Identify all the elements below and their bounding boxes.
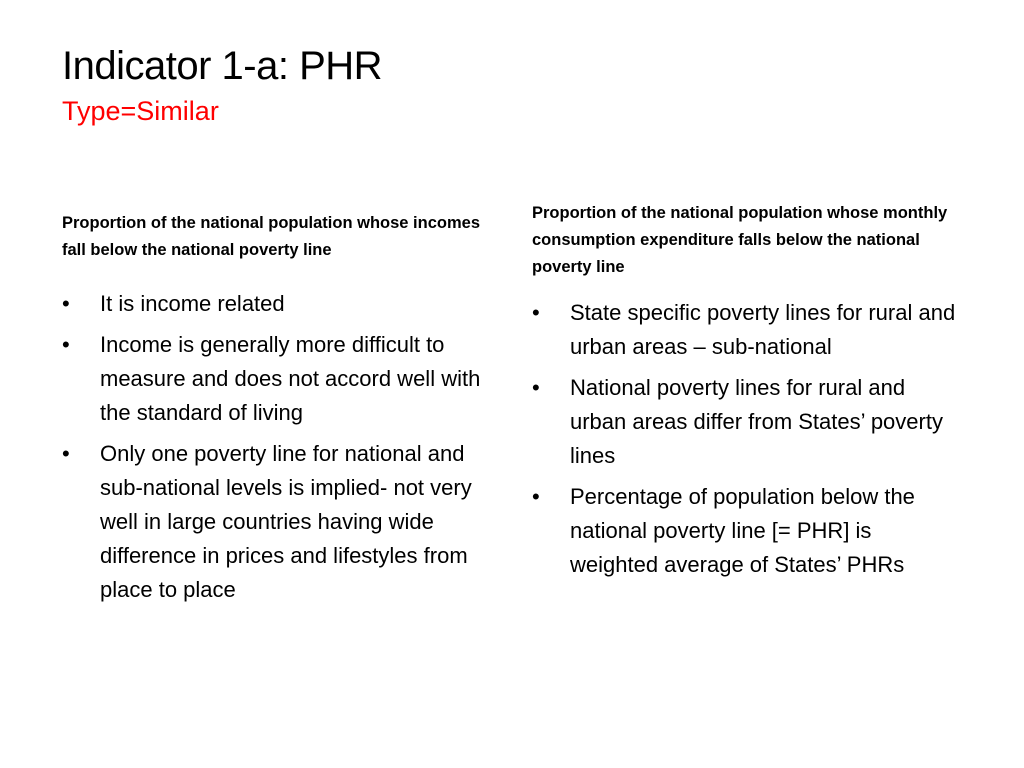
slide-title: Indicator 1-a: PHR <box>62 44 383 88</box>
bullet-icon: • <box>532 300 540 325</box>
list-item <box>532 371 962 473</box>
list-item <box>62 437 502 607</box>
list-item <box>532 480 962 582</box>
list-item <box>62 287 502 321</box>
slide-subtitle: Type=Similar <box>62 96 219 126</box>
list-item <box>532 296 962 364</box>
bullet-icon: • <box>532 375 540 400</box>
bullet-text: National poverty lines for rural and urban areas differ from States’ poverty lines <box>570 375 943 468</box>
list-item <box>62 328 502 430</box>
bullet-icon: • <box>532 484 540 509</box>
bullet-text: It is income related <box>100 291 285 316</box>
bullet-text: State specific poverty lines for rural and urban areas – sub-national <box>570 300 956 359</box>
bullet-icon: • <box>62 441 70 466</box>
right-bullet-list <box>532 296 962 589</box>
left-bullet-list <box>62 287 502 614</box>
left-column-heading: Proportion of the national population whose incomes fall below the national poverty line <box>62 214 481 259</box>
right-column-heading: Proportion of the national population whose monthly consumption expenditure falls below the national poverty line <box>532 204 948 276</box>
bullet-icon: • <box>62 291 70 316</box>
bullet-text: Only one poverty line for national and sub-national levels is implied- not very well in large countries having wide difference in prices and lifestyles from place to place <box>100 441 472 602</box>
bullet-text: Percentage of population below the national poverty line [= PHR] is weighted average of States’ PHRs <box>570 484 915 577</box>
bullet-icon: • <box>62 332 70 357</box>
bullet-text: Income is generally more difficult to measure and does not accord well with the standard of living <box>100 332 481 425</box>
